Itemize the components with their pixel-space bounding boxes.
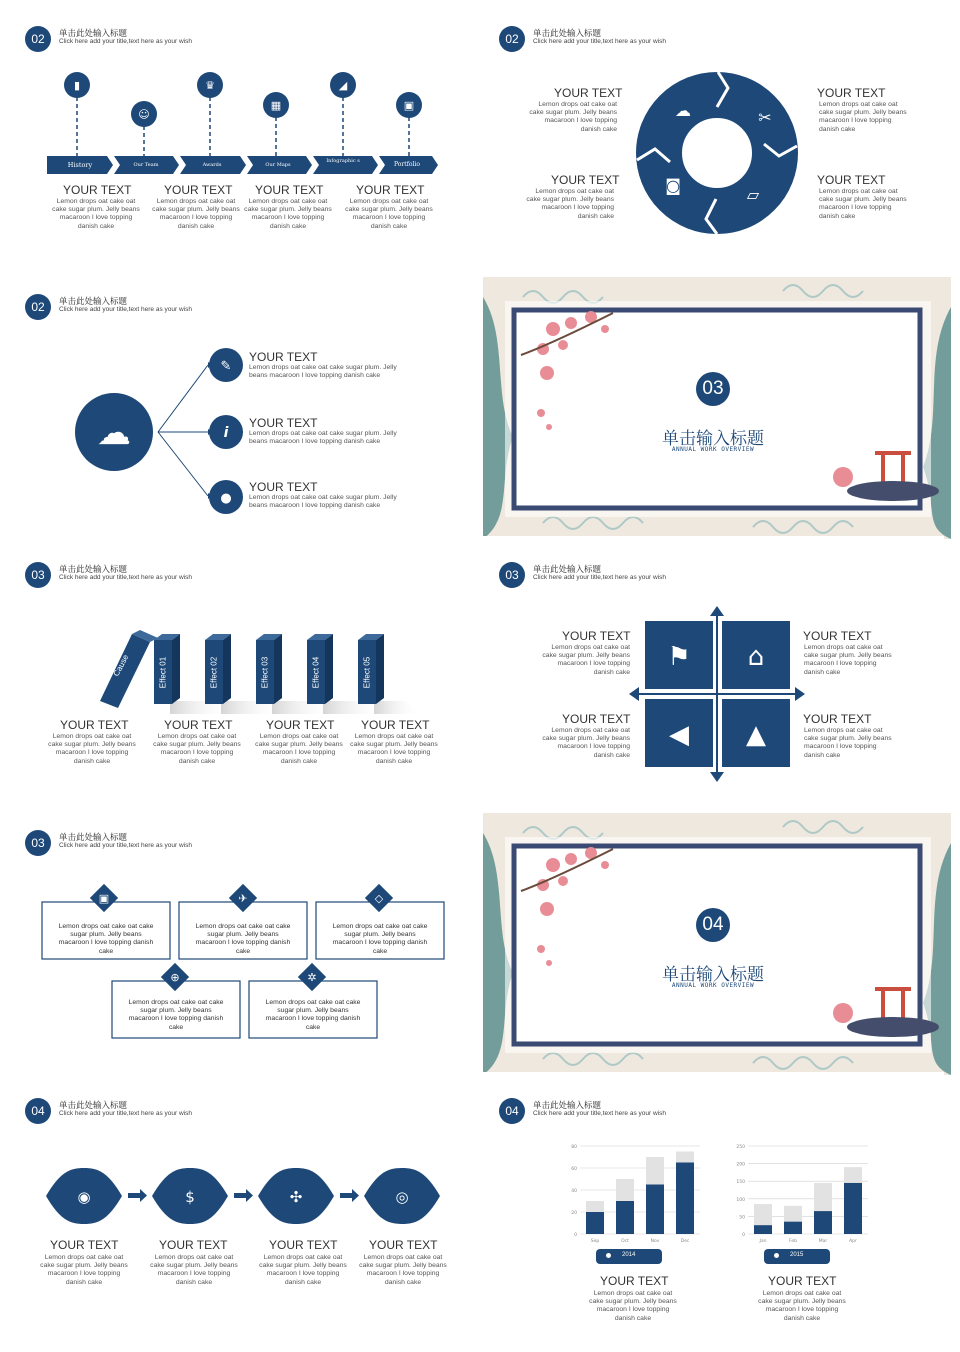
slide-number: 03 <box>499 562 525 588</box>
tick-label: 0 <box>574 1233 577 1238</box>
slide-title: 单击此处输入标题 <box>59 832 128 842</box>
slide-subtitle: Click here add your title,text here as your wish <box>59 38 192 45</box>
bar <box>754 1225 772 1234</box>
section-title: 单击输入标题 <box>662 965 764 984</box>
tick-label: 150 <box>736 1180 745 1186</box>
svg-text:◀: ◀ <box>669 720 689 750</box>
item-heading: YOUR TEXT <box>369 1238 438 1252</box>
bar <box>844 1183 862 1234</box>
item-heading: YOUR TEXT <box>249 416 318 430</box>
section-subtitle: ANNUAL WORK OVERVIEW <box>671 982 755 989</box>
section-subtitle: ANNUAL WORK OVERVIEW <box>671 446 755 453</box>
bar-chart-2015 <box>732 1140 872 1250</box>
tick-label: 20 <box>571 1211 577 1216</box>
slide-boxes <box>0 804 470 1068</box>
slide-process <box>0 1072 470 1336</box>
arrow-label: Portfolio <box>394 161 420 168</box>
item-heading: YOUR TEXT <box>249 480 318 494</box>
svg-text:i: i <box>223 425 229 441</box>
item-heading: YOUR TEXT <box>562 629 631 643</box>
item-text: Lemon drops oat cake oat cake sugar plum. Jelly beans macaroon I love topping danish cake <box>150 1254 238 1286</box>
item-heading: YOUR TEXT <box>249 350 318 364</box>
item-heading: YOUR TEXT <box>164 718 233 732</box>
box-text: Lemon drops oat cake oat cake sugar plum. Jelly beans macaroon I love topping danish cake <box>58 923 154 955</box>
legend-label: 2015 <box>790 1252 804 1258</box>
svg-text:✈: ✈ <box>238 892 248 905</box>
svg-text:◉: ◉ <box>77 1188 91 1206</box>
item-heading: YOUR TEXT <box>361 718 430 732</box>
bar <box>646 1185 664 1235</box>
bar <box>586 1212 604 1234</box>
category-label: Sep <box>590 1239 600 1244</box>
category-label: Oct <box>621 1239 629 1244</box>
category-label: Jan <box>759 1239 767 1244</box>
legend-label: 2014 <box>622 1252 636 1258</box>
svg-text:⚑: ⚑ <box>667 642 691 672</box>
cloud-lightning-icon: ☁ <box>675 101 691 120</box>
svg-text:▣: ▣ <box>403 99 415 112</box>
slide-charts <box>474 1072 944 1336</box>
item-text: Lemon drops oat cake oat cake sugar plum. Jelly beans macaroon I love topping danish cake <box>804 727 892 759</box>
legend-pill-2014 <box>596 1249 662 1264</box>
item-text: Lemon drops oat cake oat cake sugar plum. Jelly beans macaroon I love topping danish cake <box>52 198 140 230</box>
item-heading: YOUR TEXT <box>600 1274 669 1288</box>
item-text: Lemon drops oat cake oat cake sugar plum. Jelly beans macaroon I love topping danish cake <box>542 644 630 676</box>
branch-graphic <box>0 268 470 532</box>
tools-icon: ✂ <box>758 108 772 127</box>
svg-text:▮: ▮ <box>73 79 81 92</box>
svg-text:✎: ✎ <box>220 359 232 374</box>
slide-number: 02 <box>499 26 525 52</box>
item-heading: YOUR TEXT <box>562 712 631 726</box>
item-heading: YOUR TEXT <box>803 629 872 643</box>
tick-label: 80 <box>571 1145 577 1150</box>
tick-label: 100 <box>736 1197 745 1203</box>
tick-label: 250 <box>736 1145 745 1150</box>
legend-pill-2015 <box>764 1249 830 1264</box>
camera-icon: ◙ <box>665 176 681 195</box>
svg-text:♛: ♛ <box>205 79 215 92</box>
box-text: Lemon drops oat cake oat cake sugar plum. Jelly beans macaroon I love topping danish cake <box>332 923 428 955</box>
item-text: Lemon drops oat cake oat cake sugar plum. Jelly beans macaroon I love topping danish cake <box>804 644 892 676</box>
item-text: Lemon drops oat cake oat cake sugar plum. Jelly beans macaroon I love topping danish cake <box>152 198 240 230</box>
slide-number: 03 <box>25 562 51 588</box>
svg-text:▣: ▣ <box>98 892 110 905</box>
slide-title: 单击此处输入标题 <box>59 564 128 574</box>
item-text: Lemon drops oat cake oat cake sugar plum. Jelly beans macaroon I love topping danish cake <box>244 198 332 230</box>
domino-label: Effect 04 <box>311 656 321 689</box>
slide-title: 单击此处输入标题 <box>533 564 602 574</box>
legend-marker <box>606 1253 611 1258</box>
tick-label: 200 <box>736 1162 745 1168</box>
slide-number: 02 <box>25 26 51 52</box>
box-text: Lemon drops oat cake oat cake sugar plum. Jelly beans macaroon I love topping danish cake <box>195 923 291 955</box>
domino-label: Cause <box>111 653 131 678</box>
svg-text:⌂: ⌂ <box>747 642 765 672</box>
slide-title: 单击此处输入标题 <box>59 28 128 38</box>
slide-title: 单击此处输入标题 <box>533 1100 602 1110</box>
tick-label: 0 <box>742 1233 745 1238</box>
arrow-label: Our Maps <box>265 162 291 168</box>
item-heading: YOUR TEXT <box>803 712 872 726</box>
slide-timeline <box>0 0 470 264</box>
item-text: Lemon drops oat cake oat cake sugar plum. Jelly beans macaroon I love topping danish cake <box>819 188 907 220</box>
domino-label: Effect 03 <box>260 656 270 689</box>
item-text: Lemon drops oat cake oat cake sugar plum. Jelly beans macaroon I love topping danish cake <box>819 101 907 133</box>
domino-label: Effect 05 <box>362 656 372 689</box>
item-heading: YOUR TEXT <box>266 718 335 732</box>
svg-text:☁: ☁ <box>97 413 131 453</box>
slide-number: 04 <box>499 1098 525 1124</box>
slide-number: 03 <box>25 830 51 856</box>
category-label: Feb <box>789 1239 797 1244</box>
svg-text:▲: ▲ <box>746 720 766 750</box>
section-number: 04 <box>702 914 724 935</box>
slide-branches <box>0 268 470 532</box>
bar <box>616 1201 634 1234</box>
svg-text:⊕: ⊕ <box>170 971 180 984</box>
svg-text:✲: ✲ <box>307 971 317 984</box>
section-number: 03 <box>702 378 724 399</box>
svg-text:✣: ✣ <box>289 1188 303 1206</box>
svg-text:●: ● <box>220 491 232 506</box>
item-text: Lemon drops oat cake oat cake sugar plum. Jelly beans macaroon I love topping danish cake <box>345 198 433 230</box>
item-text: Lemon drops oat cake oat cake sugar plum. Jelly beans macaroon I love topping danish cake <box>350 733 438 765</box>
wave-background <box>483 277 951 539</box>
process-graphic <box>0 1072 470 1336</box>
arrow-label: Awards <box>202 162 222 168</box>
category-label: Mar <box>818 1239 828 1244</box>
item-heading: YOUR TEXT <box>554 86 623 100</box>
item-heading: YOUR TEXT <box>50 1238 119 1252</box>
item-text: Lemon drops oat cake oat cake sugar plum. Jelly beans macaroon I love topping danish cake <box>48 733 136 765</box>
box-text: Lemon drops oat cake oat cake sugar plum. Jelly beans macaroon I love topping danish cake <box>128 999 224 1031</box>
item-text: Lemon drops oat cake oat cake sugar plum. Jelly beans macaroon I love topping danish cake <box>359 1254 447 1286</box>
arrow-label: Our Team <box>133 162 159 168</box>
bar <box>676 1163 694 1235</box>
slide-quadrant <box>474 536 944 800</box>
domino-label: Effect 02 <box>209 656 219 689</box>
slide-subtitle: Click here add your title,text here as your wish <box>59 842 192 849</box>
slide-subtitle: Click here add your title,text here as your wish <box>533 1110 666 1117</box>
bar <box>814 1211 832 1234</box>
item-text: Lemon drops oat cake oat cake sugar plum. Jelly beans macaroon I love topping danish cake <box>40 1254 128 1286</box>
item-text: Lemon drops oat cake oat cake sugar plum. Jelly beans macaroon I love topping danish cake <box>526 188 614 220</box>
svg-text:◢: ◢ <box>338 79 348 92</box>
section-title: 单击输入标题 <box>662 429 764 448</box>
category-label: Dec <box>680 1239 690 1244</box>
slide-subtitle: Click here add your title,text here as your wish <box>59 574 192 581</box>
tick-label: 40 <box>571 1189 577 1194</box>
slide-title: 单击此处输入标题 <box>533 28 602 38</box>
item-heading: YOUR TEXT <box>60 718 129 732</box>
slide-section-03 <box>483 277 951 539</box>
box-text: Lemon drops oat cake oat cake sugar plum. Jelly beans macaroon I love topping danish cake <box>265 999 361 1031</box>
arrow-label: Infographic s <box>326 158 360 164</box>
category-label: Apr <box>849 1239 857 1244</box>
arrow-label: History <box>67 161 93 169</box>
wave-background <box>483 813 951 1075</box>
svg-text:☺: ☺ <box>138 108 150 121</box>
svg-text:$: $ <box>185 1188 195 1206</box>
item-heading: YOUR TEXT <box>817 86 886 100</box>
svg-text:◇: ◇ <box>374 892 384 905</box>
item-text: Lemon drops oat cake oat cake sugar plum. Jelly beans macaroon I love topping danish cake <box>249 364 397 380</box>
tick-label: 50 <box>739 1215 745 1221</box>
domino-label: Effect 01 <box>158 656 168 689</box>
svg-text:▦: ▦ <box>270 99 282 112</box>
slide-subtitle: Click here add your title,text here as your wish <box>59 306 192 313</box>
slide-number: 02 <box>25 294 51 320</box>
bar <box>784 1222 802 1234</box>
bar-chart-2014 <box>564 1140 704 1250</box>
item-heading: YOUR TEXT <box>817 173 886 187</box>
domino-cause <box>100 630 158 708</box>
slide-subtitle: Click here add your title,text here as your wish <box>533 38 666 45</box>
svg-text:◎: ◎ <box>395 1188 409 1206</box>
item-heading: YOUR TEXT <box>159 1238 228 1252</box>
slide-title: 单击此处输入标题 <box>59 1100 128 1110</box>
slide-title: 单击此处输入标题 <box>59 296 128 306</box>
category-label: Nov <box>650 1239 660 1244</box>
documents-icon: ▱ <box>746 185 760 204</box>
item-heading: YOUR TEXT <box>164 183 233 197</box>
item-text: Lemon drops oat cake oat cake sugar plum. Jelly beans macaroon I love topping danish cake <box>259 1254 347 1286</box>
item-heading: YOUR TEXT <box>551 173 620 187</box>
slide-subtitle: Click here add your title,text here as your wish <box>59 1110 192 1117</box>
item-text: Lemon drops oat cake oat cake sugar plum. Jelly beans macaroon I love topping danish cake <box>255 733 343 765</box>
item-text: Lemon drops oat cake oat cake sugar plum. Jelly beans macaroon I love topping danish cake <box>153 733 241 765</box>
slide-dominoes <box>0 536 470 800</box>
item-text: Lemon drops oat cake oat cake sugar plum. Jelly beans macaroon I love topping danish cake <box>249 430 397 446</box>
item-heading: YOUR TEXT <box>63 183 132 197</box>
slide-subtitle: Click here add your title,text here as your wish <box>533 574 666 581</box>
item-text: Lemon drops oat cake oat cake sugar plum. Jelly beans macaroon I love topping danish cake <box>758 1290 846 1322</box>
item-text: Lemon drops oat cake oat cake sugar plum. Jelly beans macaroon I love topping danish cake <box>589 1290 677 1322</box>
legend-marker <box>774 1253 779 1258</box>
slide-number: 04 <box>25 1098 51 1124</box>
slide-cycle <box>474 0 944 264</box>
item-text: Lemon drops oat cake oat cake sugar plum. Jelly beans macaroon I love topping danish cake <box>249 494 397 510</box>
item-heading: YOUR TEXT <box>356 183 425 197</box>
item-heading: YOUR TEXT <box>255 183 324 197</box>
item-text: Lemon drops oat cake oat cake sugar plum. Jelly beans macaroon I love topping danish cake <box>529 101 617 133</box>
item-text: Lemon drops oat cake oat cake sugar plum. Jelly beans macaroon I love topping danish cake <box>542 727 630 759</box>
item-heading: YOUR TEXT <box>269 1238 338 1252</box>
item-heading: YOUR TEXT <box>768 1274 837 1288</box>
tick-label: 60 <box>571 1167 577 1172</box>
slide-section-04 <box>483 813 951 1075</box>
